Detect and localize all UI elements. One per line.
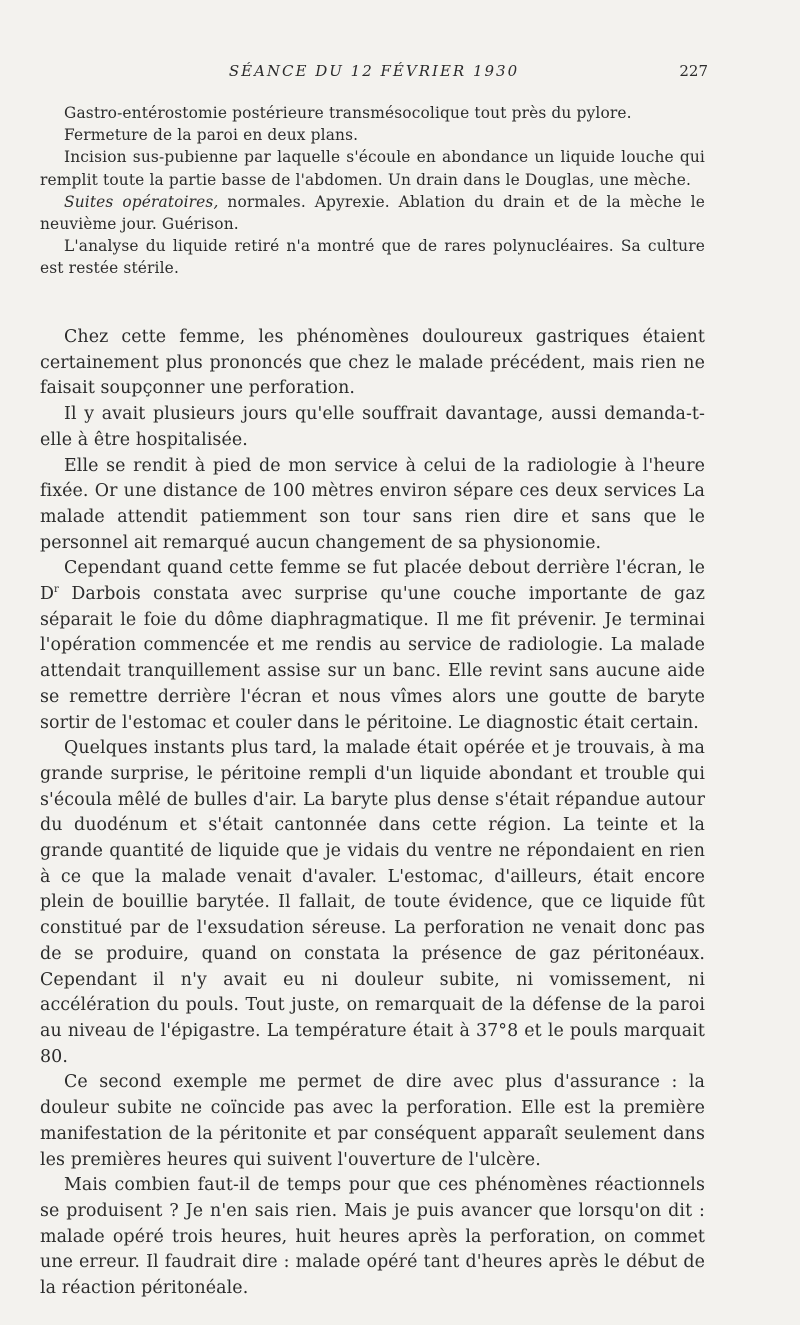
running-header <box>40 60 708 84</box>
paragraph <box>40 736 705 1070</box>
paragraph <box>40 556 705 736</box>
operation-notes <box>40 102 705 280</box>
paragraph <box>40 325 705 402</box>
main-text <box>40 325 705 1302</box>
paragraph-text: Darbois constata avec surprise qu'une couche importante de gaz séparait le foie du dôme diaphragmatique. Il me fit prévenir. Je terminai l'opération commencée et me rendis au service de radiologie. La malade attendait tranquillement assise sur un banc. Elle revint sans aucune aide se remettre derrière l'écran et nous vîmes alors une goutte de baryte sortir de l'estomac et couler dans le péritoine. Le diagnostic était certain. <box>40 584 705 733</box>
paragraph <box>40 1173 705 1302</box>
paragraph <box>40 1070 705 1173</box>
paragraph <box>40 146 705 190</box>
superscript: r <box>54 584 59 596</box>
paragraph-text: Gastro-entérostomie postérieure transmésocolique tout près du pylore. <box>64 104 632 122</box>
paragraph <box>40 402 705 453</box>
paragraph-text: L'analyse du liquide retiré n'a montré que de rares polynucléaires. Sa culture est restée stérile. <box>40 237 705 278</box>
paragraph-text: Cependant quand cette femme se fut placée debout derrière l'écran, le D <box>40 558 705 605</box>
paragraph-text: Il y avait plusieurs jours qu'elle souffrait davantage, aussi demanda-t-elle à être hospitalisée. <box>40 404 705 450</box>
paragraph-text: normales. Apyrexie. Ablation du drain et de la mèche le neuvième jour. Guérison. <box>40 192 705 234</box>
paragraph <box>40 191 705 235</box>
paragraph <box>40 454 705 557</box>
paragraph-text: Chez cette femme, les phénomènes douloureux gastriques étaient certainement plus prononcés que chez le malade précédent, mais rien ne faisait soupçonner une perforation. <box>40 327 705 399</box>
paragraph <box>40 235 705 279</box>
italic-phrase: Suites opératoires, <box>64 192 219 211</box>
paragraph-text: Mais combien faut-il de temps pour que ces phénomènes réactionnels se produisent ? Je n'en sais rien. Mais je puis avancer que lorsqu'on dit : malade opéré trois heures, huit heures après la perforation, on commet une erreur. Il faudrait dire : malade opéré tant d'heures après le début de la réaction péritonéale. <box>40 1175 705 1299</box>
page-number: 227 <box>679 62 708 80</box>
paragraph-text: Quelques instants plus tard, la malade était opérée et je trouvais, à ma grande surprise, le péritoine rempli d'un liquide abondant et trouble qui s'écoula mêlé de bulles d'air. La baryte plus dense s'était répandue autour du duodénum et s'était cantonnée dans cette région. La teinte et la grande quantité de liquide que je vidais du ventre ne répondaient en rien à ce que la malade venait d'avaler. L'estomac, d'ailleurs, était encore plein de bouillie barytée. Il fallait, de toute évidence, que ce liquide fût constitué par de l'exsudation séreuse. La perforation ne venait donc pas de se produire, quand on constata la présence de gaz péritonéaux. Cependant il n'y avait eu ni douleur subite, ni vomissement, ni accélération du pouls. Tout juste, on remarquait de la défense de la paroi au niveau de l'épigastre. La température était à 37°8 et le pouls marquait 80. <box>40 738 705 1067</box>
paragraph-text: Elle se rendit à pied de mon service à celui de la radiologie à l'heure fixée. Or une distance de 100 mètres environ sépare ces deux services La malade attendit patiemment son tour sans rien dire et sans que le personnel ait remarqué aucun changement de sa physionomie. <box>40 455 705 553</box>
paragraph <box>40 124 705 146</box>
paragraph <box>40 102 705 124</box>
paragraph-text: Incision sus-pubienne par laquelle s'écoule en abondance un liquide louche qui remplit toute la partie basse de l'abdomen. Un drain dans le Douglas, une mèche. <box>40 148 705 189</box>
paragraph-text: Ce second exemple me permet de dire avec plus d'assurance : la douleur subite ne coïncide pas avec la perforation. Elle est la première manifestation de la péritonite et par conséquent apparaît seulement dans les premières heures qui suivent l'ouverture de l'ulcère. <box>40 1072 705 1170</box>
running-title: SÉANCE DU 12 FÉVRIER 1930 <box>228 62 520 80</box>
paragraph-text: Fermeture de la paroi en deux plans. <box>64 126 359 145</box>
